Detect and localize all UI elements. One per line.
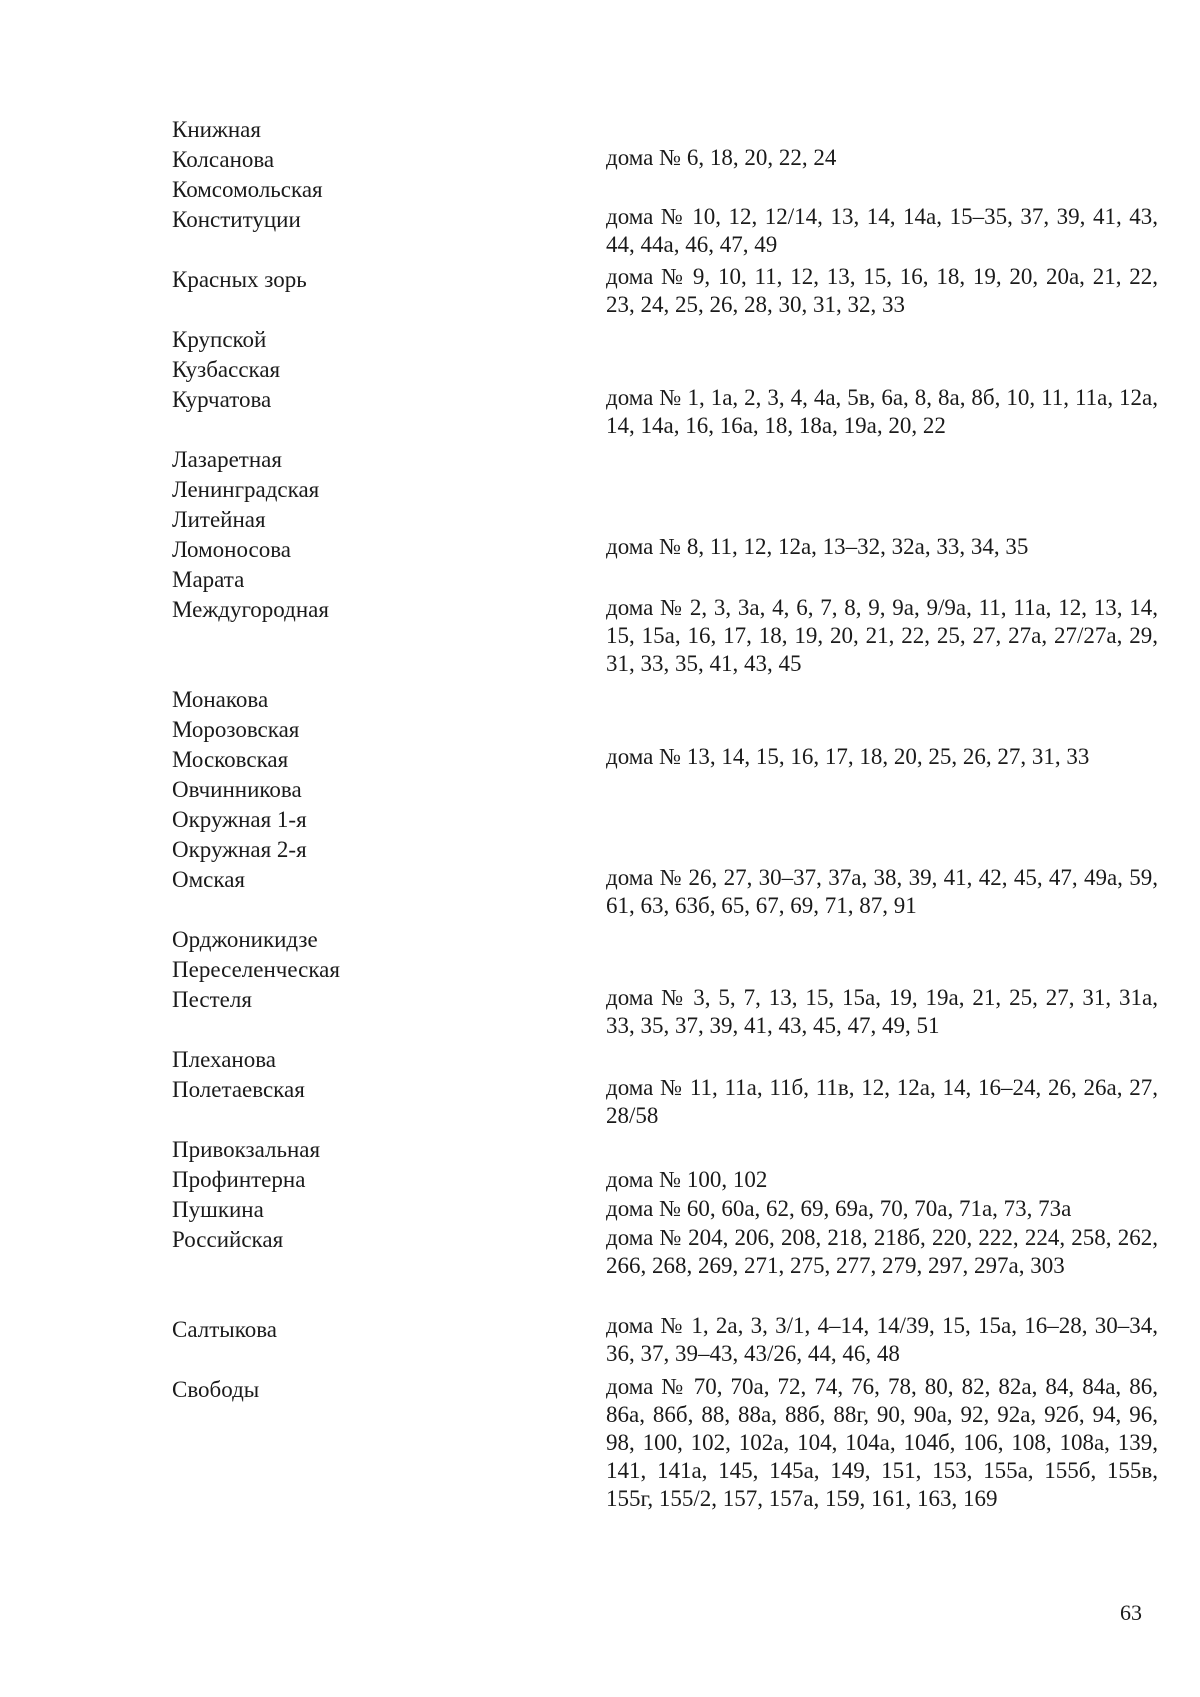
house-numbers: дома № 11, 11а, 11б, 11в, 12, 12а, 14, 16–24, 26, 26а, 27, 28/58 [606,1075,1158,1128]
street-name: Плеханова [172,1047,276,1072]
street-name: Российская [172,1227,284,1252]
house-numbers: дома № 100, 102 [606,1167,768,1192]
street-name: Литейная [172,507,266,532]
house-numbers: дома № 13, 14, 15, 16, 17, 18, 20, 25, 26, 27, 31, 33 [606,744,1090,769]
street-name: Лазаретная [172,447,282,472]
street-name: Орджоникидзе [172,927,318,952]
house-numbers: дома № 1, 2а, 3, 3/1, 4–14, 14/39, 15, 15а, 16–28, 30–34, 36, 37, 39–43, 43/26, 44, 46, 48 [606,1313,1158,1366]
street-name: Ленинградская [172,477,320,502]
house-numbers: дома № 26, 27, 30–37, 37а, 38, 39, 41, 42, 45, 47, 49а, 59, 61, 63, 63б, 65, 67, 69, 71, 87, 91 [606,865,1158,918]
street-name: Свободы [172,1377,260,1402]
street-name: Ломоносова [172,537,291,562]
street-name: Курчатова [172,387,272,412]
street-name: Пушкина [172,1197,264,1222]
street-name: Привокзальная [172,1137,321,1162]
house-numbers: дома № 1, 1а, 2, 3, 4, 4а, 5в, 6а, 8, 8а, 8б, 10, 11, 11а, 12а, 14, 14а, 16, 16а, 18, 18а, 19а, 20, 22 [606,385,1158,438]
house-numbers: дома № 3, 5, 7, 13, 15, 15а, 19, 19а, 21, 25, 27, 31, 31а, 33, 35, 37, 39, 41, 43, 45, 47, 49, 51 [606,985,1158,1038]
street-name: Монакова [172,687,269,712]
street-name: Комсомольская [172,177,323,202]
house-numbers: дома № 9, 10, 11, 12, 13, 15, 16, 18, 19, 20, 20а, 21, 22, 23, 24, 25, 26, 28, 30, 31, 32, 33 [606,264,1158,317]
street-name: Книжная [172,117,261,142]
house-numbers: дома № 60, 60а, 62, 69, 69а, 70, 70а, 71а, 73, 73а [606,1196,1072,1221]
house-numbers: дома № 8, 11, 12, 12а, 13–32, 32а, 33, 34, 35 [606,534,1029,559]
street-name: Крупской [172,327,267,352]
street-name: Профинтерна [172,1167,306,1192]
street-name: Окружная 2-я [172,837,307,862]
street-name: Марата [172,567,245,592]
street-name: Овчинникова [172,777,302,802]
street-name: Окружная 1-я [172,807,307,832]
street-name: Московская [172,747,289,772]
street-name: Омская [172,867,245,892]
street-name: Конституции [172,207,301,232]
street-name: Кузбасская [172,357,281,382]
street-name: Полетаевская [172,1077,305,1102]
house-numbers: дома № 10, 12, 12/14, 13, 14, 14а, 15–35, 37, 39, 41, 43, 44, 44а, 46, 47, 49 [606,204,1158,257]
page-number: 63 [1120,1600,1142,1625]
house-numbers: дома № 2, 3, 3а, 4, 6, 7, 8, 9, 9а, 9/9а, 11, 11а, 12, 13, 14, 15, 15а, 16, 17, 18, 19, 20, 21, 22, 25, 27, 27а, 27/27а, 29, 31, 33, 35, 41, 43, 45 [606,595,1158,676]
house-numbers: дома № 6, 18, 20, 22, 24 [606,145,837,170]
street-name: Пестеля [172,987,252,1012]
street-name: Переселенческая [172,957,340,982]
street-name: Красных зорь [172,267,307,292]
house-numbers: дома № 204, 206, 208, 218, 218б, 220, 222, 224, 258, 262, 266, 268, 269, 271, 275, 277, 279, 297, 297а, 303 [606,1225,1158,1278]
street-name: Междугородная [172,597,329,622]
house-numbers: дома № 70, 70а, 72, 74, 76, 78, 80, 82, 82а, 84, 84а, 86, 86а, 86б, 88, 88а, 88б, 88г, 90, 90а, 92, 92а, 92б, 94, 96, 98, 100, 102, 102а, 104, 104а, 104б, 106, 108, 108а, 139, 141, 141а, 145, 145а, 149, 151, 153, 155а, 155б, 155в, 155г, 155/2, 157, 157а, 159, 161, 163, 169 [606,1374,1158,1511]
street-name: Салтыкова [172,1317,278,1342]
street-name: Морозовская [172,717,300,742]
street-name: Колсанова [172,147,275,172]
